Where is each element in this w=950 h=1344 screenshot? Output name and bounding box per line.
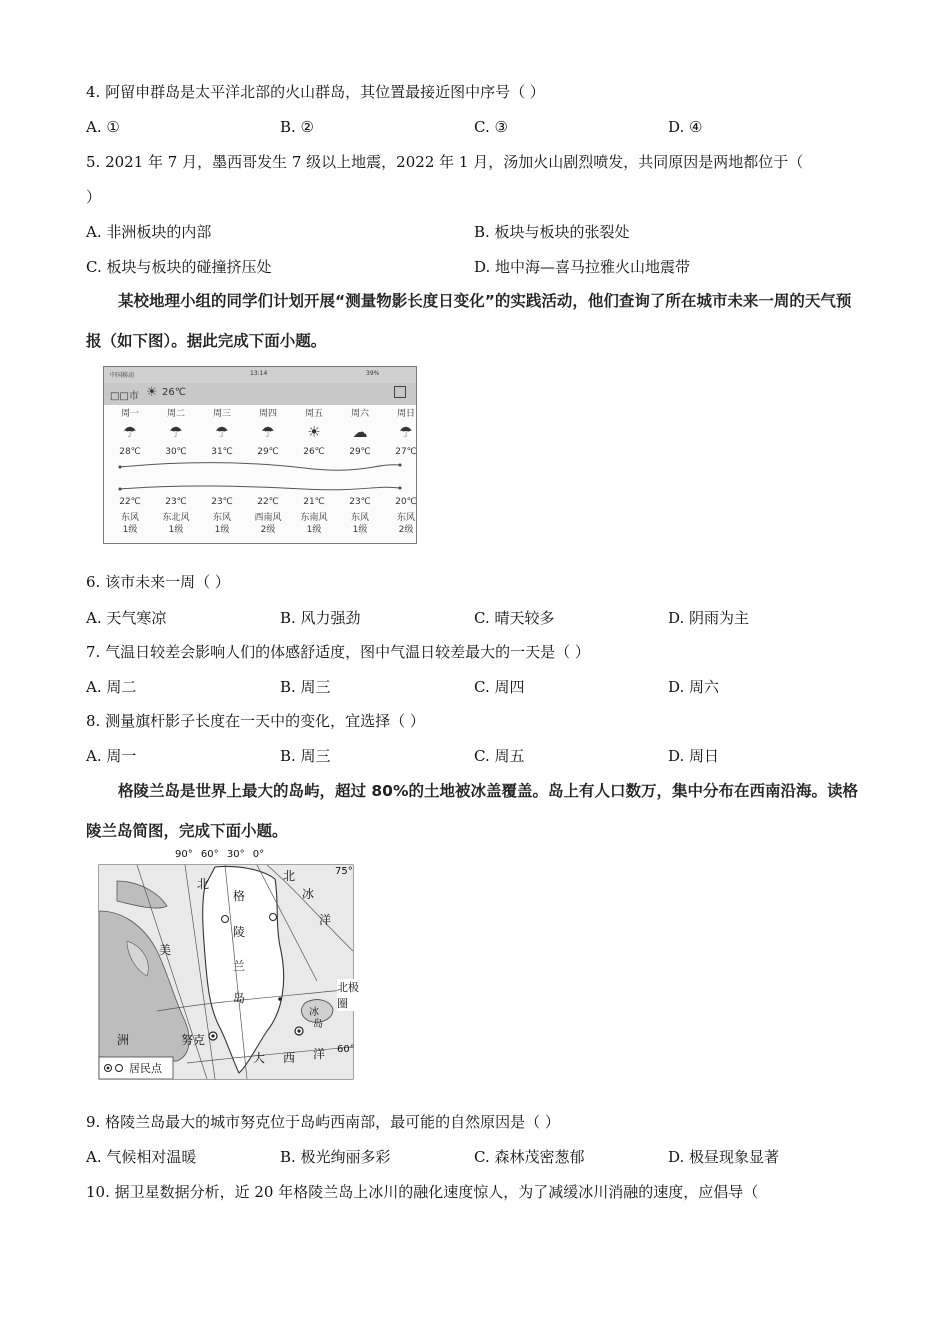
rain-icon: ☂ <box>169 423 183 441</box>
arctic-ocean-char: 冰 <box>302 887 315 901</box>
q5-option-b[interactable]: B. 板块与板块的张裂处 <box>474 223 630 241</box>
low-temp: 23℃ <box>165 497 187 507</box>
q7-option-a[interactable]: A. 周二 <box>86 678 137 696</box>
question-5-stem: 5. 2021 年 7 月，墨西哥发生 7 级以上地震，2022 年 1 月，汤加火山剧烈喷发，共同原因是两地都位于（ <box>86 153 804 171</box>
question-10-stem: 10. 据卫星数据分析，近 20 年格陵兰岛上冰川的融化速度惊人，为了减缓冰川消融的速度，应倡导（ <box>86 1183 759 1201</box>
q8-option-a[interactable]: A. 周一 <box>86 747 137 765</box>
day-label: 周日 <box>396 409 415 419</box>
wind-level: 1级 <box>214 525 230 535</box>
q9-option-b[interactable]: B. 极光绚丽多彩 <box>280 1148 391 1166</box>
sun-icon: ☀ <box>307 423 321 441</box>
lat-label-75: 75° <box>335 866 353 877</box>
wind-direction: 西南风 <box>254 513 282 523</box>
q7-option-c[interactable]: C. 周四 <box>474 678 525 696</box>
iceland-char: 岛 <box>313 1019 323 1030</box>
status-battery: 39% <box>366 370 380 377</box>
island-char: 格 <box>233 889 246 903</box>
arctic-ocean-char: 北 <box>283 869 296 883</box>
q7-option-b[interactable]: B. 周三 <box>280 678 331 696</box>
lon-label: 0° <box>252 849 265 860</box>
wind-level: 1级 <box>306 525 322 535</box>
status-time: 13:14 <box>250 370 268 377</box>
question-6-stem: 6. 该市未来一周（ ） <box>86 573 230 591</box>
wind-direction: 东南风 <box>300 513 328 523</box>
intro-paragraph-weather: 某校地理小组的同学们计划开展“测量物影长度日变化”的实践活动，他们查询了所在城市未来一周的天气预报（如下图）。据此完成下面小题。 <box>86 292 852 350</box>
city-name: □□市 <box>110 391 139 402</box>
day-label: 周四 <box>258 409 277 419</box>
wind-direction: 东风 <box>396 513 415 523</box>
atlantic-char: 大 <box>253 1051 266 1065</box>
rain-icon: ☂ <box>215 423 229 441</box>
question-7-stem: 7. 气温日较差会影响人们的体感舒适度，图中气温日较差最大的一天是（ ） <box>86 643 590 661</box>
lon-label: 60° <box>200 849 219 860</box>
arctic-circle-label: 北极圈 <box>337 981 359 1010</box>
sun-icon: ☀ <box>146 385 158 400</box>
q8-option-d[interactable]: D. 周日 <box>668 747 720 765</box>
low-temp: 23℃ <box>211 497 233 507</box>
q9-option-c[interactable]: C. 森林茂密葱郁 <box>474 1148 585 1166</box>
q7-option-d[interactable]: D. 周六 <box>668 678 720 696</box>
wind-level: 2级 <box>398 525 414 535</box>
nuuk-label: 努克 <box>181 1033 206 1047</box>
low-temp: 22℃ <box>119 497 141 507</box>
low-temp: 20℃ <box>395 497 417 507</box>
island-char: 陵 <box>233 925 246 939</box>
island-char: 岛 <box>233 991 246 1005</box>
low-temp: 22℃ <box>257 497 279 507</box>
lat-label-60: 60° <box>337 1044 355 1055</box>
day-label: 周三 <box>212 409 231 419</box>
high-temp: 28℃ <box>119 447 141 457</box>
high-temp: 29℃ <box>257 447 279 457</box>
wind-level: 2级 <box>260 525 276 535</box>
intro-paragraph-greenland: 格陵兰岛是世界上最大的岛屿，超过 80%的土地被冰盖覆盖。岛上有人口数万，集中分布在西南沿海。读格陵兰岛简图，完成下面小题。 <box>86 782 858 840</box>
greenland-map-figure <box>97 851 359 1081</box>
high-temp-curve <box>120 463 400 471</box>
wind-direction: 东风 <box>212 513 231 523</box>
america-zhou: 洲 <box>117 1033 130 1047</box>
q8-option-c[interactable]: C. 周五 <box>474 747 525 765</box>
day-label: 周六 <box>350 409 369 419</box>
question-4-stem: 4. 阿留申群岛是太平洋北部的火山群岛，其位置最接近图中序号（ ） <box>86 83 545 101</box>
wind-direction: 东风 <box>350 513 369 523</box>
wind-level: 1级 <box>122 525 138 535</box>
label-bei: 北 <box>197 877 210 891</box>
q9-option-a[interactable]: A. 气候相对温暖 <box>86 1148 197 1166</box>
wind-direction: 东北风 <box>162 513 190 523</box>
high-temp: 31℃ <box>211 447 233 457</box>
longitude-labels <box>175 849 264 860</box>
island-char: 兰 <box>233 959 246 973</box>
day-label: 周二 <box>166 409 185 419</box>
q5-option-c[interactable]: C. 板块与板块的碰撞挤压处 <box>86 258 272 276</box>
lon-label: 90° <box>175 849 193 860</box>
lon-label: 30° <box>226 849 245 860</box>
question-5-stem-cont: ） <box>86 188 102 206</box>
question-8-stem: 8. 测量旗杆影子长度在一天中的变化，宜选择（ ） <box>86 712 425 730</box>
high-temp: 26℃ <box>303 447 325 457</box>
q4-option-b[interactable]: B. ② <box>280 118 315 136</box>
high-temp: 27℃ <box>395 447 417 457</box>
q6-option-d[interactable]: D. 阴雨为主 <box>668 609 750 627</box>
atlantic-char: 西 <box>283 1051 296 1065</box>
atlantic-char: 洋 <box>313 1047 326 1061</box>
rain-icon: ☂ <box>261 423 275 441</box>
rain-icon: ☂ <box>123 423 137 441</box>
q6-option-c[interactable]: C. 晴天较多 <box>474 609 555 627</box>
q5-option-d[interactable]: D. 地中海—喜马拉雅火山地震带 <box>474 258 691 276</box>
legend-label: 居民点 <box>129 1062 162 1075</box>
high-temp: 30℃ <box>165 447 187 457</box>
iceland-char: 冰 <box>309 1007 319 1018</box>
wind-level: 1级 <box>352 525 368 535</box>
q9-option-d[interactable]: D. 极昼现象显著 <box>668 1148 780 1166</box>
q4-option-d[interactable]: D. ④ <box>668 118 703 136</box>
america-char: 美 <box>159 943 172 957</box>
q8-option-b[interactable]: B. 周三 <box>280 747 331 765</box>
weather-forecast-figure <box>103 366 417 544</box>
question-9-stem: 9. 格陵兰岛最大的城市努克位于岛屿西南部，最可能的自然原因是（ ） <box>86 1113 560 1131</box>
q4-option-c[interactable]: C. ③ <box>474 118 508 136</box>
city-temp: 26℃ <box>162 387 186 398</box>
q5-option-a[interactable]: A. 非洲板块的内部 <box>86 223 212 241</box>
day-label: 周一 <box>120 409 139 419</box>
wind-direction: 东风 <box>120 513 139 523</box>
low-temp: 23℃ <box>349 497 371 507</box>
cloudy-icon: ☁ <box>352 423 368 441</box>
rain-icon: ☂ <box>399 423 413 441</box>
q6-option-a[interactable]: A. 天气寒凉 <box>86 609 167 627</box>
day-label: 周五 <box>304 409 323 419</box>
q6-option-b[interactable]: B. 风力强劲 <box>280 609 361 627</box>
low-temp-curve <box>120 486 400 490</box>
status-carrier: 中国移动 <box>110 372 135 379</box>
arctic-ocean-char: 洋 <box>319 913 332 927</box>
low-temp: 21℃ <box>303 497 325 507</box>
q4-option-a[interactable]: A. ① <box>86 118 120 136</box>
high-temp: 29℃ <box>349 447 371 457</box>
wind-level: 1级 <box>168 525 184 535</box>
